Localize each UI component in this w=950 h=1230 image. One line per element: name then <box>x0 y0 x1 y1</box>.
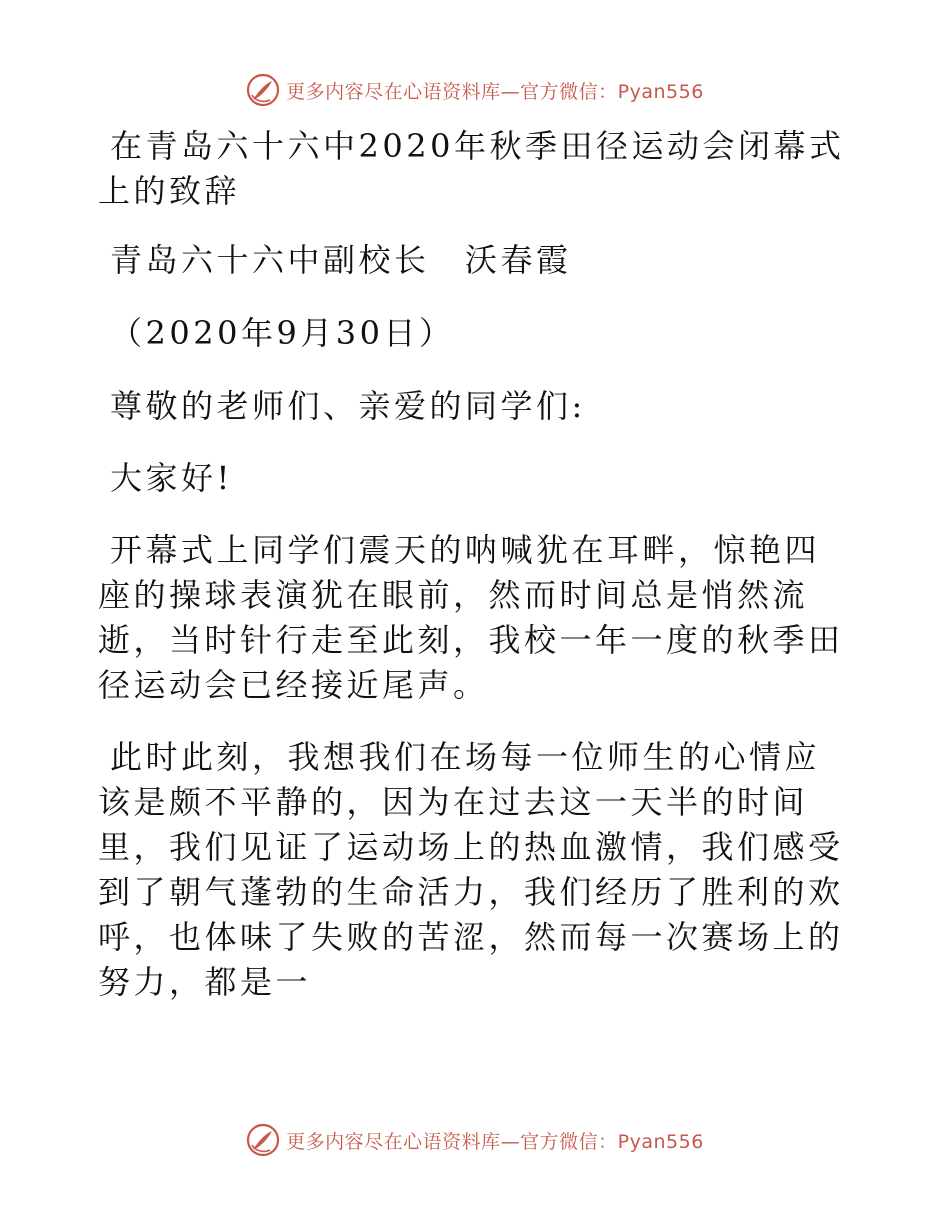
quill-pen-icon <box>246 73 280 107</box>
document-title: 在青岛六十六中2020年秋季田径运动会闭幕式上的致辞 <box>98 127 845 210</box>
salutation: 尊敬的老师们、亲爱的同学们: <box>110 387 586 425</box>
paragraph: 此时此刻，我想我们在场每一位师生的心情应该是颇不平静的，因为在过去这一天半的时间里，我们见证了运动场上的热血激情，我们感受到了朝气蓬勃的生命活力，我们经历了胜利的欢呼，也体味了失败的苦涩，然而每一次赛场上的努力，都是一 <box>98 738 844 1001</box>
document-body <box>98 124 850 1005</box>
author-line: 青岛六十六中副校长 沃春霞 <box>110 241 572 279</box>
greeting-line: 大家好! <box>110 459 233 497</box>
paragraph: 开幕式上同学们震天的呐喊犹在耳畔，惊艳四座的操球表演犹在眼前，然而时间总是悄然流逝，当时针行走至此刻，我校一年一度的秋季田径运动会已经接近尾声。 <box>98 531 844 704</box>
footer-watermark-banner <box>0 1120 950 1160</box>
header-watermark-banner <box>0 70 950 110</box>
watermark-text: 更多内容尽在心语资料库—官方微信：Pyan556 <box>286 1130 704 1153</box>
watermark-text: 更多内容尽在心语资料库—官方微信：Pyan556 <box>286 80 704 103</box>
date-line: （2020年9月30日） <box>110 314 455 352</box>
quill-pen-icon <box>246 1123 280 1157</box>
